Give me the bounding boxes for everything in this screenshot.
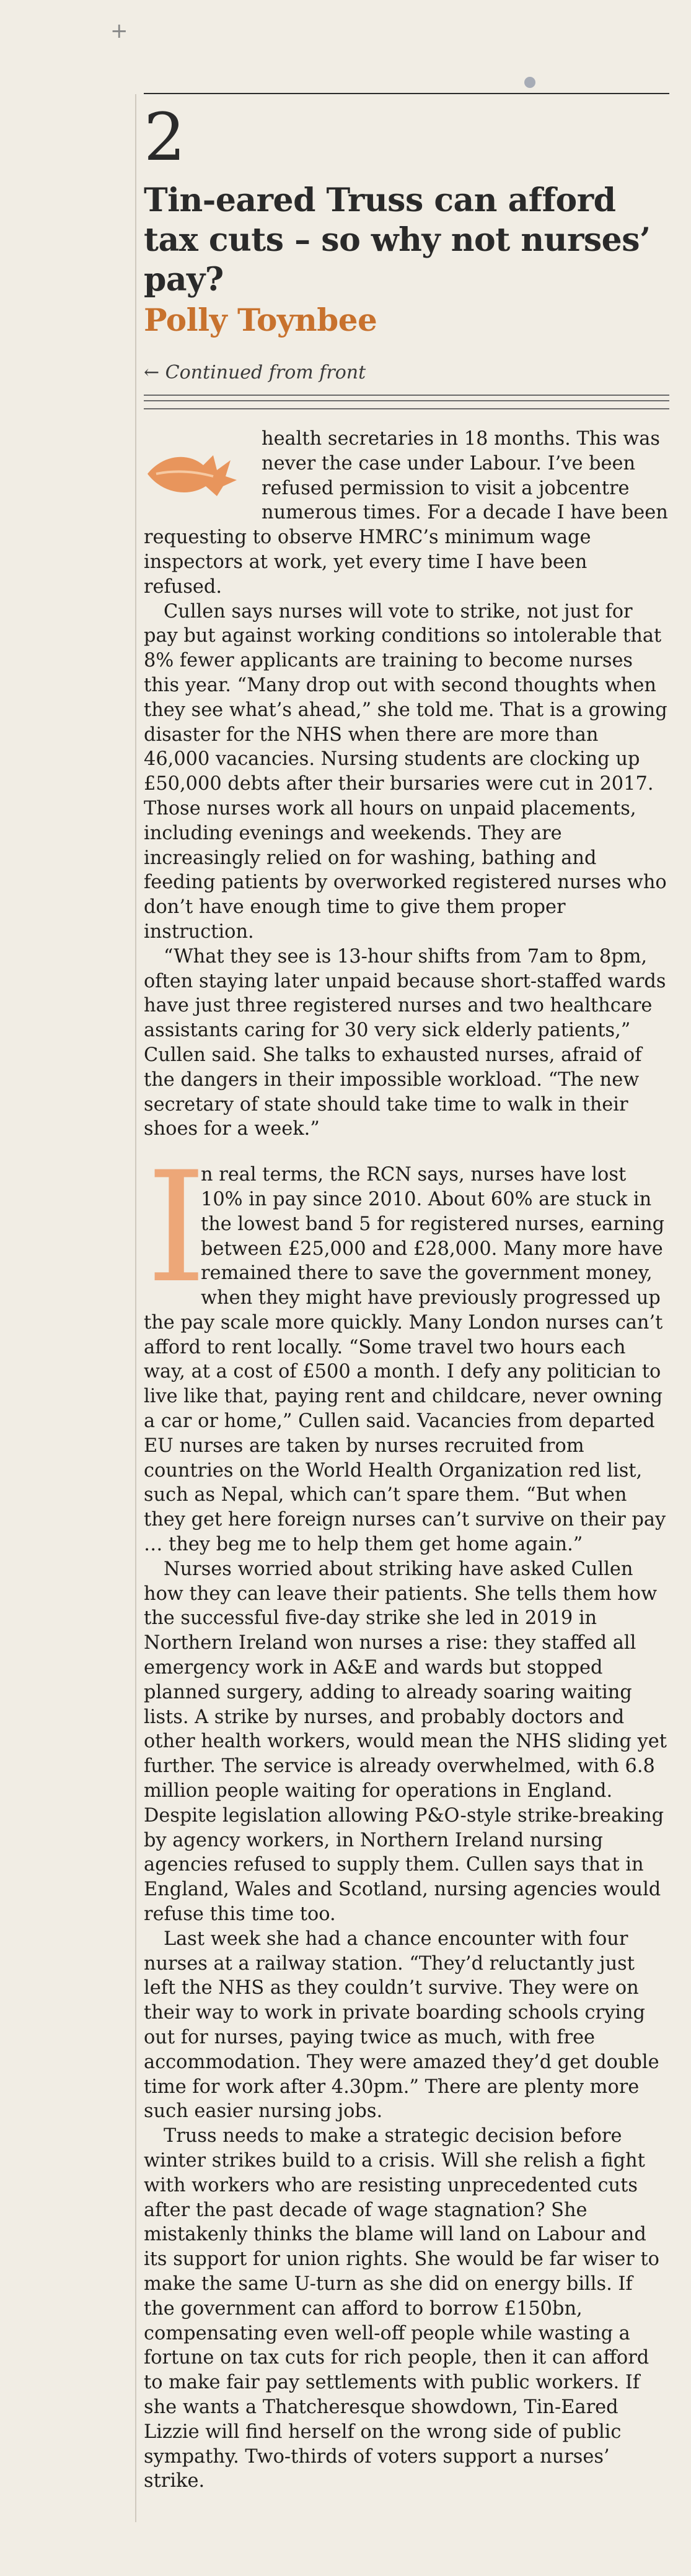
guardian-feather-icon [144, 427, 250, 520]
paragraph [144, 427, 669, 600]
top-rule [144, 93, 669, 94]
section-divider [144, 395, 669, 409]
column-rule [135, 94, 136, 2522]
paragraph: Cullen says nurses will vote to strike, not just for pay but against working conditions so intolerable that 8% fewer applicants are training to become nurses this year. “Many drop out with second thoughts when they see what’s ahead,” she told me. That is a growing disaster for the NHS when there are more than 46,000 vacancies. Nursing students are clocking up £50,000 debts after their bursaries were cut in 2017. Those nurses work all hours on unpaid placements, including evenings and weekends. They are increasingly relied on for washing, bathing and feeding patients by overworked registered nurses who don’t have enough time to give them proper instruction. [144, 600, 667, 943]
headline: Tin-eared Truss can afford tax cuts – so why not nurses’ pay? [144, 181, 651, 299]
decorative-dot [524, 77, 535, 88]
paragraph: “What they see is 13-hour shifts from 7am to 8pm, often staying later unpaid because short-staffed wards have just three registered nurses and two healthcare assistants caring for 30 very sick elderly patients,” Cullen said. She talks to exhausted nurses, afraid of the dangers in their impossible workload. “The new secretary of state should take time to walk in their shoes for a week.” [144, 945, 666, 1140]
article-body [144, 427, 669, 2494]
paragraph: Last week she had a chance encounter with four nurses at a railway station. “They’d reluctantly just left the NHS as they couldn’t survive. They were on their way to work in private boarding schools crying out for nurses, paying twice as much, with free accommodation. They were amazed they’d get double time for work after 4.30pm.” There are plenty more such easier nursing jobs. [144, 1928, 659, 2123]
continued-from-front-link[interactable]: ← Continued from front [144, 362, 366, 383]
paragraph: Nurses worried about striking have asked Cullen how they can leave their patients. She tells them how the successful five-day strike she led in 2019 in Northern Ireland won nurses a rise: they staffed all emergency work in A&E and wards but stopped planned surgery, adding to already soaring waiting lists. A strike by nurses, and probably doctors and other health workers, would mean the NHS sliding yet further. The service is already overwhelmed, with 6.8 million people waiting for operations in England. Despite legislation allowing P&O-style strike-breaking by agency workers, in Northern Ireland nursing agencies refused to supply them. Cullen says that in England, Wales and Scotland, nursing agencies would refuse this time too. [144, 1558, 667, 1926]
byline: Polly Toynbee [144, 302, 377, 338]
paragraph-text: health secretaries in 18 months. This was never the case under Labour. I’ve been refused permission to visit a jobcentre numerous times. For a decade I have been requesting to observe HMRC’s minimum wage inspectors at work, yet every time I have been refused. [144, 428, 668, 598]
drop-cap: I [146, 1140, 207, 1317]
section-number: 2 [144, 99, 186, 175]
registration-mark: + [110, 19, 128, 43]
article [144, 93, 669, 2494]
paragraph-text: n real terms, the RCN says, nurses have lost 10% in pay since 2010. About 60% are stuck in the lowest band 5 for registered nurses, earning between £25,000 and £28,000. Many more have remained there to save the government money, when they might have previously progressed up the pay scale more quickly. Many London nurses can’t afford to rent locally. “Some travel two hours each way, at a cost of £500 a month. I defy any politician to live like that, paying rent and childcare, never owning a car or home,” Cullen said. Vacancies from departed EU nurses are taken by nurses recruited from countries on the World Health Organization red list, such as Nepal, which can’t spare them. “But when they get here foreign nurses can’t survive on their pay … they beg me to help them get home again.” [144, 1164, 666, 1556]
paragraph [144, 1140, 669, 1557]
paragraph: Truss needs to make a strategic decision before winter strikes build to a crisis. Will she relish a fight with workers who are resisting unprecedented cuts after the past decade of wage stagnation? She mistakenly thinks the blame will land on Labour and its support for union rights. She would be far wiser to make the same U-turn as she did on energy bills. If the government can afford to borrow £150bn, compensating even well-off people while wasting a fortune on tax cuts for rich people, then it can afford to make fair pay settlements with public workers. If she wants a Thatcheresque showdown, Tin-Eared Lizzie will find herself on the wrong side of public sympathy. Two-thirds of voters support a nurses’ strike. [144, 2125, 659, 2492]
